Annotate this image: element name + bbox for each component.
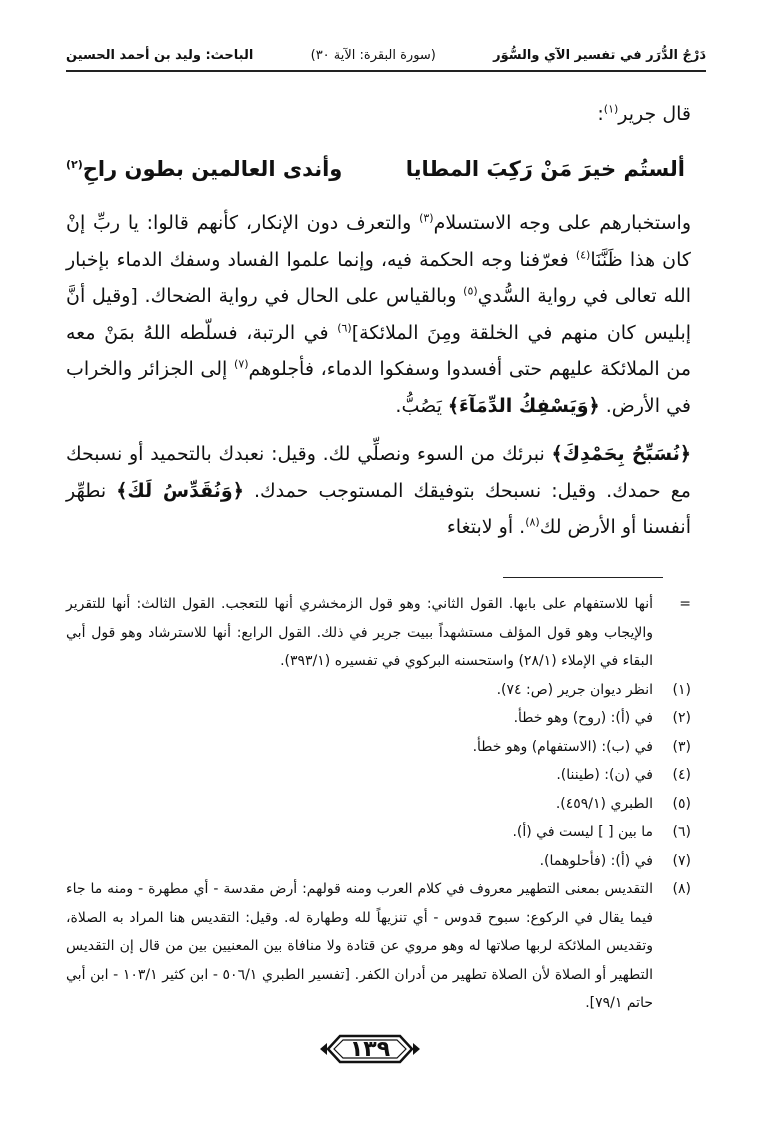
- footnotes: [66, 590, 691, 1018]
- footnote-ref: (٤): [575, 248, 591, 262]
- text-run: نطهِّر أنفسنا أو الأرض لك: [66, 479, 691, 538]
- text-run: في الرتبة، فسلّطه اللهُ بمَنْ معه من الملائكة عليهم حتى أفسدوا وسفكوا الدماء، فأجلوهم: [66, 321, 691, 380]
- running-header: [66, 40, 706, 72]
- paragraph-interpretation: [66, 205, 691, 424]
- paragraph-tasbih: [66, 436, 691, 546]
- footnote-number: (٥): [672, 795, 691, 812]
- text-run: واستخبارهم على وجه الاستسلام: [433, 212, 691, 234]
- quran-quote: ﴿وَنُقَدِّسُ لَكَ﴾: [116, 479, 244, 502]
- header-book-title: دَرْجُ الدُّرَر في تفسير الآي والسُّوَر: [493, 47, 706, 63]
- text-run: . أو لابتغاء: [446, 516, 526, 538]
- main-text: [66, 96, 691, 558]
- page-number-ornament: [318, 1030, 422, 1068]
- footnote: [66, 790, 691, 819]
- footnote: [66, 818, 691, 847]
- footnote-number: (٣): [672, 738, 691, 755]
- footnote-number: (٦): [672, 824, 691, 840]
- intro-line: قال جرير$^{(١)}$:: [597, 102, 691, 125]
- page-number: ١٣٩: [349, 1036, 391, 1062]
- footnote-number: (٧): [672, 852, 691, 869]
- footnote-text: الطبري (٤٥٩/١).: [555, 795, 653, 812]
- footnote-text: أنها للاستفهام على بابها. القول الثاني: وهو قول الزمخشري أنها للتعجب. القول الثالث: أنها للتقرير والإيجاب وهو قول المؤلف مستشهداً ببيت جرير في ذلك. القول الرابع: أنها للاسترشاد وهو قول أبي البقاء في الإملاء (٢٨/١) واستحسنه البركوي في تفسيره (٣٩٣/١).: [66, 596, 653, 669]
- footnote-separator: [503, 577, 663, 578]
- quran-quote: ﴿نُسَبِّحُ بِحَمْدِكَ﴾: [551, 443, 691, 465]
- footnote-number: (١): [672, 681, 691, 698]
- poetry-verse: [66, 151, 691, 188]
- footnote-text: انظر ديوان جرير (ص: ٧٤).: [496, 681, 653, 698]
- footnote-number: (٨): [672, 881, 691, 897]
- text-run: يَصُبُّ.: [395, 394, 448, 417]
- verse-second-hemistich: وأندى العالمين بطون راحِ$^{(٢)}$: [66, 156, 343, 181]
- footnote-ref: (١): [603, 102, 619, 116]
- footnote: [66, 761, 691, 790]
- header-surah-reference: (سورة البقرة: الآية ٣٠): [310, 47, 436, 63]
- verse-first-hemistich: ألستُم خيرَ مَنْ رَكِبَ المطايا: [405, 156, 685, 181]
- footnote-text: في (ب): (الاستفهام) وهو خطأ.: [472, 738, 653, 755]
- footnote: [66, 847, 691, 876]
- intro-text: قال جرير: [618, 103, 691, 125]
- footnote: [66, 590, 691, 676]
- footnote-text: التقديس بمعنى التطهير معروف في كلام العرب ومنه قولهم: أرض مقدسة - أي مطهرة - ومنه ما جاء فيما يقال في الركوع: سبوح قدوس - أي تنزيهاً لله وطهارة له. وقيل: التقديس هنا المراد به الصلاة، وتقديس الملائكة لربها صلاتها له وهو مروي عن قتادة ولا منافاة بين المعنيين بين من قال إن التقديس التطهير أو الصلاة لأن الصلاة تطهير من أدران الكفر. [تفسير الطبري ٥٠٦/١ - ابن كثير ١٠٣/١ - ابن أبي حاتم ٧٩/١].: [66, 881, 654, 1011]
- footnote-ref: (٣): [419, 211, 434, 225]
- footnote: [66, 733, 691, 762]
- footnote-ref: (٨): [525, 515, 540, 529]
- footnote-text: في (أ): (فأحلوهما).: [539, 852, 653, 869]
- text-run: والتعرف دون الإنكار، كأنهم قالوا: يا ربِّ إنْ كان هذا ظَنَّنَا: [66, 212, 691, 271]
- footnote-text: في (ن): (طيننا).: [556, 767, 653, 783]
- text-run: إلى الجزائر والخراب في الأرض.: [66, 358, 691, 417]
- header-author: الباحث: وليد بن أحمد الحسين: [66, 47, 254, 63]
- footnote-number: =: [679, 596, 691, 612]
- footnote-number: (٢): [672, 710, 691, 726]
- footnote: [66, 676, 691, 705]
- footnote-ref: (٥): [463, 284, 478, 298]
- footnote-text: ما بين [ ] ليست في (أ).: [512, 824, 653, 840]
- footnote: [66, 704, 691, 733]
- footnote-ref: (٦): [337, 321, 352, 335]
- footnote-text: في (أ): (روح) وهو خطأ.: [513, 710, 653, 726]
- footnote-number: (٤): [672, 767, 691, 783]
- text-run: نبرئك من السوء ونصلِّي لك. وقيل: نعبدك بالتحميد أو نسبحك مع حمدك. وقيل: نسبحك بتوفيقك المستوجب حمدك.: [66, 443, 691, 502]
- footnote-ref: (٧): [234, 357, 249, 371]
- text-run: وبالقياس على الحال في رواية الضحاك. [وقيل أنَّ إبليس كان منهم في الخلقة ومِنَ الملائكة]: [66, 285, 692, 344]
- text-run: فعرّفنا وجه الحكمة فيه، وإنما علموا الفساد وسفك الدماء بإخبار الله تعالى في رواية السُّدي: [66, 248, 691, 307]
- footnote-ref: (٢): [66, 157, 83, 171]
- footnote: [66, 875, 691, 1018]
- quran-quote: ﴿وَيَسْفِكُ الدِّمَآءَ﴾: [447, 394, 600, 417]
